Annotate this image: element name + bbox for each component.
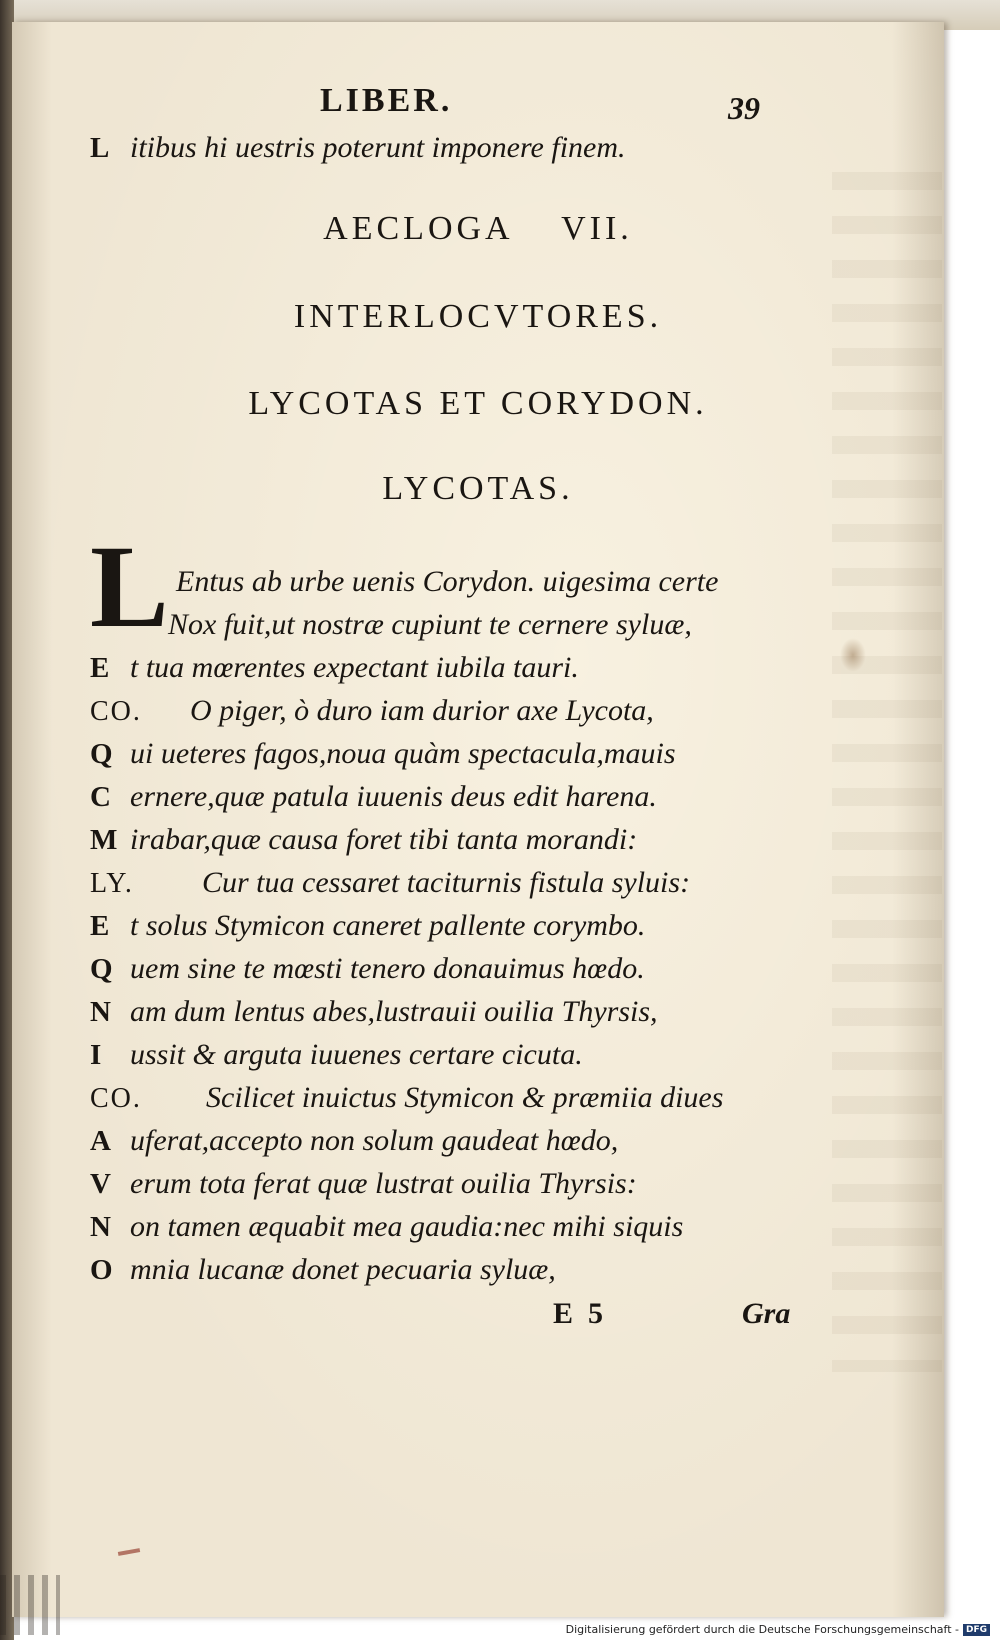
verse-text: Entus ab urbe uenis Corydon. uigesima certe — [176, 565, 719, 598]
verse-text: ussit & arguta iuuenes certare cicuta. — [130, 1038, 583, 1071]
verse-line — [90, 1119, 618, 1163]
verse-initial: Q — [90, 953, 113, 985]
page-number: 39 — [728, 90, 760, 126]
verse-initial: N — [90, 996, 111, 1028]
verse-text: on tamen æquabit mea gaudia:nec mihi siquis — [130, 1210, 684, 1243]
eclogue-title: AECLOGA VII. — [323, 210, 633, 247]
ink-show-through — [832, 172, 942, 1372]
verse-text: Scilicet inuictus Stymicon & præmiia diues — [206, 1081, 724, 1114]
verse-line — [90, 818, 637, 862]
catchword: Gra — [742, 1297, 791, 1330]
verse-line — [90, 1076, 723, 1120]
verse-line — [90, 1162, 637, 1206]
verse-line — [90, 732, 676, 776]
verse-initial: V — [90, 1168, 111, 1200]
verse-text: ernere,quæ patula iuuenis deus edit harena. — [130, 780, 657, 813]
verse-text: irabar,quæ causa foret tibi tanta morandi: — [130, 823, 638, 856]
verse-initial: C — [90, 781, 111, 813]
drop-cap: L — [90, 521, 169, 652]
page-stain — [840, 638, 866, 672]
running-head: LIBER. — [320, 82, 453, 119]
verse-initial: E — [90, 910, 110, 942]
verse-line — [90, 646, 579, 690]
verse-text: ui ueteres fagos,noua quàm spectacula,mauis — [130, 737, 676, 770]
verse-text: erum tota ferat quæ lustrat ouilia Thyrsis: — [130, 1167, 637, 1200]
verse-line — [90, 947, 645, 991]
verse-line — [168, 603, 692, 647]
speaker-tag: LY. — [90, 868, 134, 899]
verse-initial: E — [90, 652, 110, 684]
speaker-tag: CO. — [90, 1083, 142, 1114]
verse-text: itibus hi uestris poterunt imponere finem. — [130, 131, 626, 164]
verse-text: O piger, ò duro iam durior axe Lycota, — [190, 694, 654, 727]
first-speaker-heading: LYCOTAS. — [382, 470, 574, 507]
verse-line — [90, 1248, 556, 1292]
verse-initial: O — [90, 1254, 113, 1286]
verse-initial: L — [90, 132, 110, 164]
verse-line — [90, 990, 658, 1034]
verse-initial: M — [90, 824, 118, 856]
verse-line — [90, 689, 654, 733]
interlocutors-heading: INTERLOCVTORES. — [293, 298, 663, 335]
speakers-heading: LYCOTAS ET CORYDON. — [248, 385, 708, 422]
verse-initial: I — [90, 1039, 102, 1071]
verse-text: mnia lucanæ donet pecuaria syluæ, — [130, 1253, 556, 1286]
verse-line — [90, 775, 657, 819]
verse-text: t solus Stymicon caneret pallente corymbo. — [130, 909, 646, 942]
verse-line — [176, 560, 718, 604]
footer-text: Digitalisierung gefördert durch die Deutsche Forschungsgemeinschaft - — [565, 1623, 959, 1636]
speaker-tag: CO. — [90, 696, 142, 727]
dfg-logo[interactable]: DFG — [963, 1624, 990, 1636]
digitization-footer — [566, 1623, 990, 1636]
verse-text: uferat,accepto non solum gaudeat hœdo, — [130, 1124, 619, 1157]
verse-text: t tua mœrentes expectant iubila tauri. — [130, 651, 579, 684]
verse-initial: N — [90, 1211, 111, 1243]
verse-text: Nox fuit,ut nostræ cupiunt te cernere syluæ, — [168, 608, 692, 641]
verse-initial: A — [90, 1125, 111, 1157]
verse-line — [90, 904, 645, 948]
verse-line — [90, 861, 690, 905]
verse-initial: Q — [90, 738, 113, 770]
signature-mark: E 5 — [553, 1297, 604, 1330]
verse-line — [90, 1205, 683, 1249]
verse-text: am dum lentus abes,lustrauii ouilia Thyrsis, — [130, 995, 658, 1028]
verse-line — [90, 1033, 583, 1077]
binding-marks — [0, 1575, 60, 1635]
verse-text: Cur tua cessaret taciturnis fistula syluis: — [202, 866, 691, 899]
previous-verse-line — [90, 126, 626, 170]
verse-text: uem sine te mœsti tenero donauimus hœdo. — [130, 952, 645, 985]
